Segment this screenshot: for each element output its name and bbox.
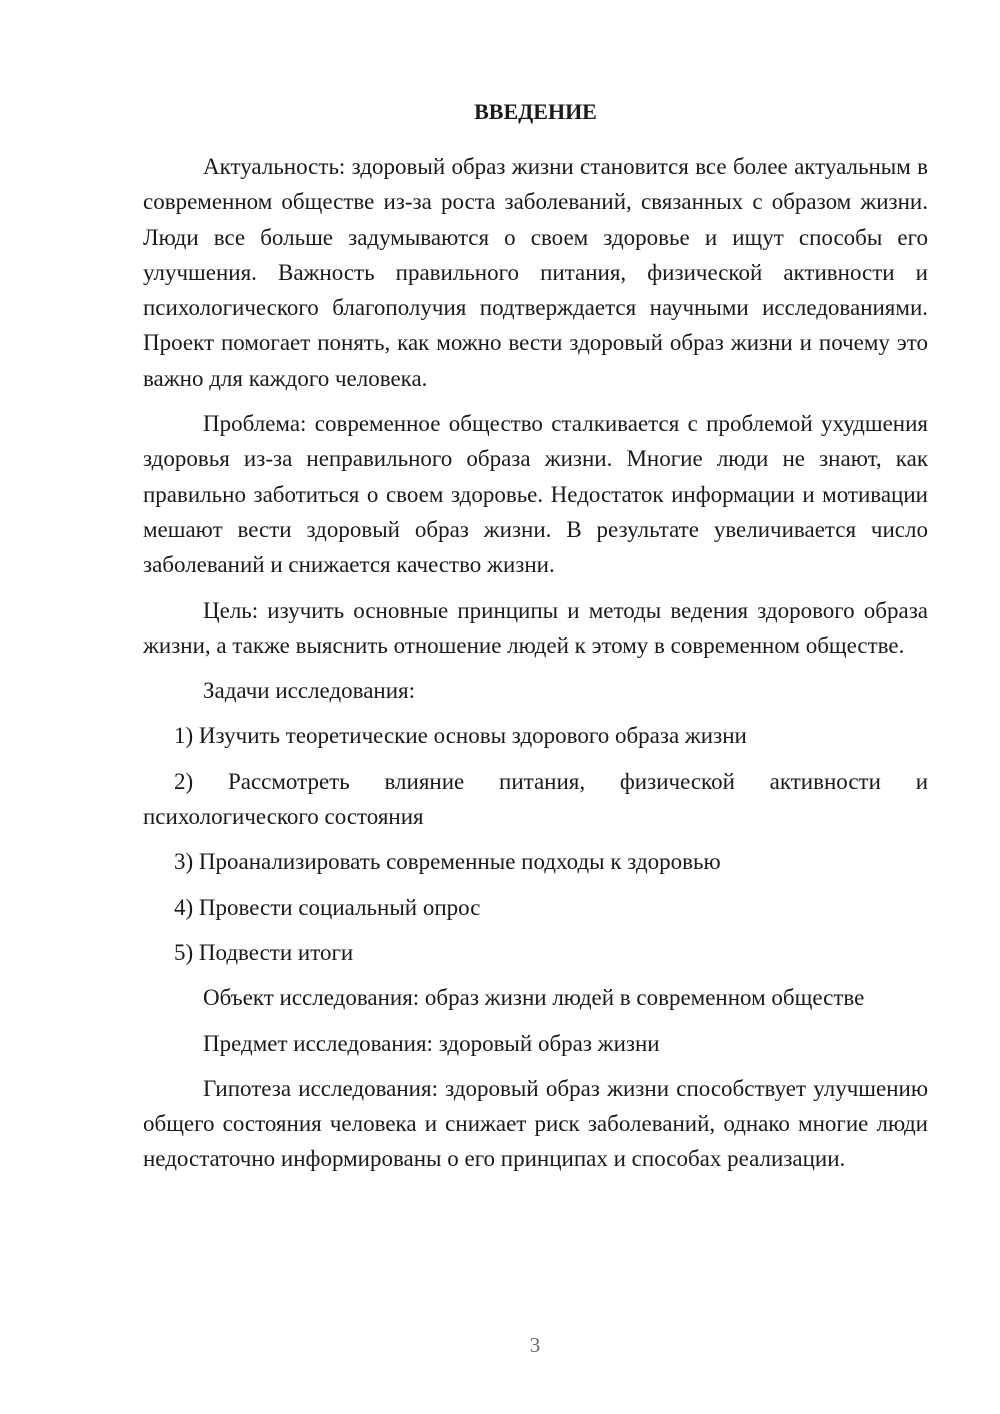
task-item-3: 3) Проанализировать современные подходы к здоровью: [174, 849, 721, 875]
problem-paragraph: Проблема: современное общество сталкивается с проблемой ухудшения здоровья из-за неправильного образа жизни. Многие люди не знают, как правильно заботиться о своем здоровье. Недостаток информации и мотивации мешают вести здоровый образ жизни. В результате увеличивается число заболеваний и снижается качество жизни.: [143, 411, 928, 578]
task-item-5: 5) Подвести итоги: [174, 939, 354, 965]
task-item-2: 2) Рассмотреть влияние питания, физической активности и психологического состояния: [143, 768, 928, 830]
research-subject: Предмет исследования: здоровый образ жизни: [203, 1030, 660, 1056]
relevance-paragraph: Актуальность: здоровый образ жизни становится все более актуальным в современном обществе из-за роста заболеваний, связанных с образом жизни. Люди все больше задумываются о своем здоровье и ищут способы его улучшения. Важность правильного питания, физической активности и психологического благополучия подтверждается научными исследованиями. Проект помогает понять, как можно вести здоровый образ жизни и почему это важно для каждого человека.: [143, 154, 928, 391]
page-content: [143, 95, 928, 1187]
tasks-heading: Задачи исследования:: [203, 678, 416, 704]
research-hypothesis: Гипотеза исследования: здоровый образ жизни способствует улучшению общего состояния человека и снижает риск заболеваний, однако многие люди недостаточно информированы о его принципах и способах реализации.: [143, 1075, 928, 1172]
section-title: ВВЕДЕНИЕ: [474, 99, 597, 124]
page-number: 3: [529, 1333, 541, 1357]
task-item-1: 1) Изучить теоретические основы здорового образа жизни: [174, 723, 747, 749]
task-item-4: 4) Провести социальный опрос: [174, 894, 481, 920]
goal-paragraph: Цель: изучить основные принципы и методы ведения здорового образа жизни, а также выяснить отношение людей к этому в современном обществе.: [143, 597, 928, 658]
research-object: Объект исследования: образ жизни людей в современном обществе: [203, 985, 865, 1011]
